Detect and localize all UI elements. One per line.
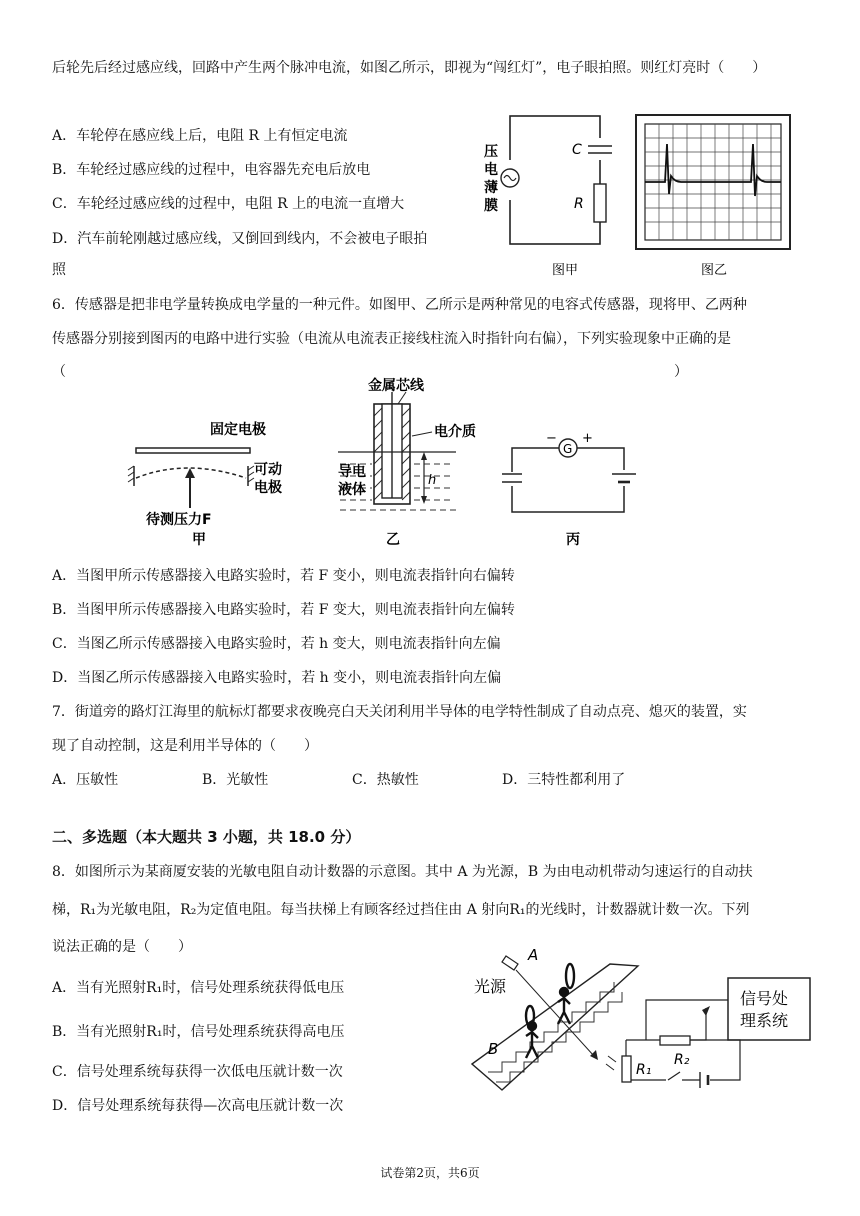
q6-figure-jia (126, 414, 296, 549)
height-label: h (428, 473, 437, 488)
r1-photoresistor-icon (622, 1056, 631, 1082)
section-heading: 二、多选题（本大题共 3 小题，共 18.0 分） (52, 828, 361, 846)
q6-option-a: A．当图甲所示传感器接入电路实验时，若 F 变小，则电流表指针向右偏转 (52, 568, 515, 584)
q6-stem-line-1: 6．传感器是把非电学量转换成电学量的一种元件。如图甲、乙所示是两种常见的电容式传感器，现将甲、乙两种 (52, 297, 747, 313)
r1-label: R₁ (636, 1062, 652, 1078)
force-label: 待测压力F (146, 512, 212, 528)
q6-option-c: C．当图乙所示传感器接入电路实验时，若 h 变大，则电流表指针向左偏 (52, 636, 501, 652)
resistor-icon (594, 184, 606, 222)
liquid-label-2: 液体 (338, 482, 366, 498)
q5-option-b: B．车轮经过感应线的过程中，电容器先充电后放电 (52, 162, 371, 178)
figure-yi-caption: 图乙 (701, 263, 728, 278)
film-label-2: 电 (484, 162, 498, 178)
r2-label: R₂ (674, 1052, 690, 1068)
liquid-label-1: 导电 (338, 464, 366, 480)
q7-option-a: A．压敏性 (52, 772, 119, 788)
q5-option-a: A．车轮停在感应线上后，电阻 R 上有恒定电流 (52, 128, 348, 144)
q6-option-b: B．当图甲所示传感器接入电路实验时，若 F 变大，则电流表指针向左偏转 (52, 602, 515, 618)
figure-bing-caption: 丙 (566, 532, 580, 548)
q6-figure-bing (500, 428, 650, 550)
fixed-plate-label: 固定电极 (210, 422, 266, 438)
q6-paren-open: （ (52, 364, 66, 380)
q8-option-a: A．当有光照射R₁时，信号处理系统获得低电压 (52, 980, 345, 996)
q7-option-d: D．三特性都利用了 (502, 772, 626, 788)
q7-stem-line-2: 现了自动控制，这是利用半导体的（ ） (52, 738, 318, 754)
q7-option-b: B．光敏性 (202, 772, 269, 788)
figure-jia-caption-6: 甲 (192, 532, 206, 548)
q6-figure-yi (336, 372, 496, 550)
movable-plate-label-1: 可动 (254, 462, 282, 478)
q6-paren-close: ） (674, 364, 688, 380)
q7-option-c: C．热敏性 (352, 772, 419, 788)
core-label: 金属芯线 (368, 378, 424, 394)
q5-option-d-wrap: 照 (52, 262, 66, 278)
resistor-label: R (574, 196, 584, 212)
q8-stem-line-2: 梯，R₁为光敏电阻，R₂为定值电阻。每当扶梯上有顾客经过挡住由 A 射向R₁的光线时，计数器就计数一次。下列 (52, 902, 750, 918)
q8-option-d: D．信号处理系统每获得—次高电压就计数一次 (52, 1098, 344, 1114)
source-a-label: A (528, 946, 539, 964)
source-label: 光源 (474, 977, 507, 996)
q8-option-c: C．信号处理系统每获得一次低电压就计数一次 (52, 1064, 343, 1080)
system-label-2: 理系统 (740, 1011, 789, 1030)
q8-stem-line-3: 说法正确的是（ ） (52, 939, 192, 955)
q5-option-c: C．车轮经过感应线的过程中，电阻 R 上的电流一直增大 (52, 196, 405, 212)
film-label-3: 薄 (484, 180, 498, 196)
capacitor-label: C (572, 142, 582, 158)
q8-option-b: B．当有光照射R₁时，信号处理系统获得高电压 (52, 1024, 345, 1040)
customer-icon (526, 964, 574, 1058)
system-label-1: 信号处 (740, 989, 789, 1008)
r2-resistor-icon (660, 1036, 690, 1045)
fixed-plate-icon (136, 448, 250, 453)
switch-icon (668, 1072, 680, 1080)
film-label-1: 压 (484, 144, 498, 160)
q5-figure-jia (480, 108, 620, 278)
q5-stem-tail: 后轮先后经过感应线，回路中产生两个脉冲电流，如图乙所示，即视为“闯红灯”，电子眼拍照。则红灯亮时（ ） (52, 60, 767, 76)
q5-option-d: D．汽车前轮刚越过感应线，又倒回到线内，不会被电子眼拍 (52, 231, 428, 247)
figure-jia-caption: 图甲 (552, 263, 579, 278)
film-label-4: 膜 (484, 198, 498, 214)
page-footer: 试卷第2页，共6页 (380, 1166, 480, 1180)
q6-option-d: D．当图乙所示传感器接入电路实验时，若 h 变小，则电流表指针向左偏 (52, 670, 502, 686)
meter-plus-label: + (582, 431, 593, 446)
q8-stem-line-1: 8．如图所示为某商厦安装的光敏电阻自动计数器的示意图。其中 A 为光源，B 为由电动机带动匀速运行的自动扶 (52, 864, 753, 880)
light-source-icon (502, 956, 518, 970)
q6-stem-line-2: 传感器分别接到图丙的电路中进行实验（电流从电流表正接线柱流入时指针向右偏），下列实验现象中正确的是 (52, 331, 731, 347)
dielectric-label: 电介质 (434, 424, 476, 440)
meter-minus-label: − (546, 431, 557, 446)
q5-figure-yi (635, 114, 795, 280)
signal-system-box (728, 978, 810, 1040)
escalator-b-label: B (488, 1040, 499, 1058)
q8-figure-escalator (466, 944, 826, 1120)
movable-plate-label-2: 电极 (254, 480, 282, 496)
figure-yi-caption-6: 乙 (386, 532, 400, 548)
galvanometer-label: G (563, 442, 573, 456)
q7-stem-line-1: 7．街道旁的路灯江海里的航标灯都要求夜晚亮白天关闭利用半导体的电学特性制成了自动点亮、熄灭的装置，实 (52, 704, 747, 720)
